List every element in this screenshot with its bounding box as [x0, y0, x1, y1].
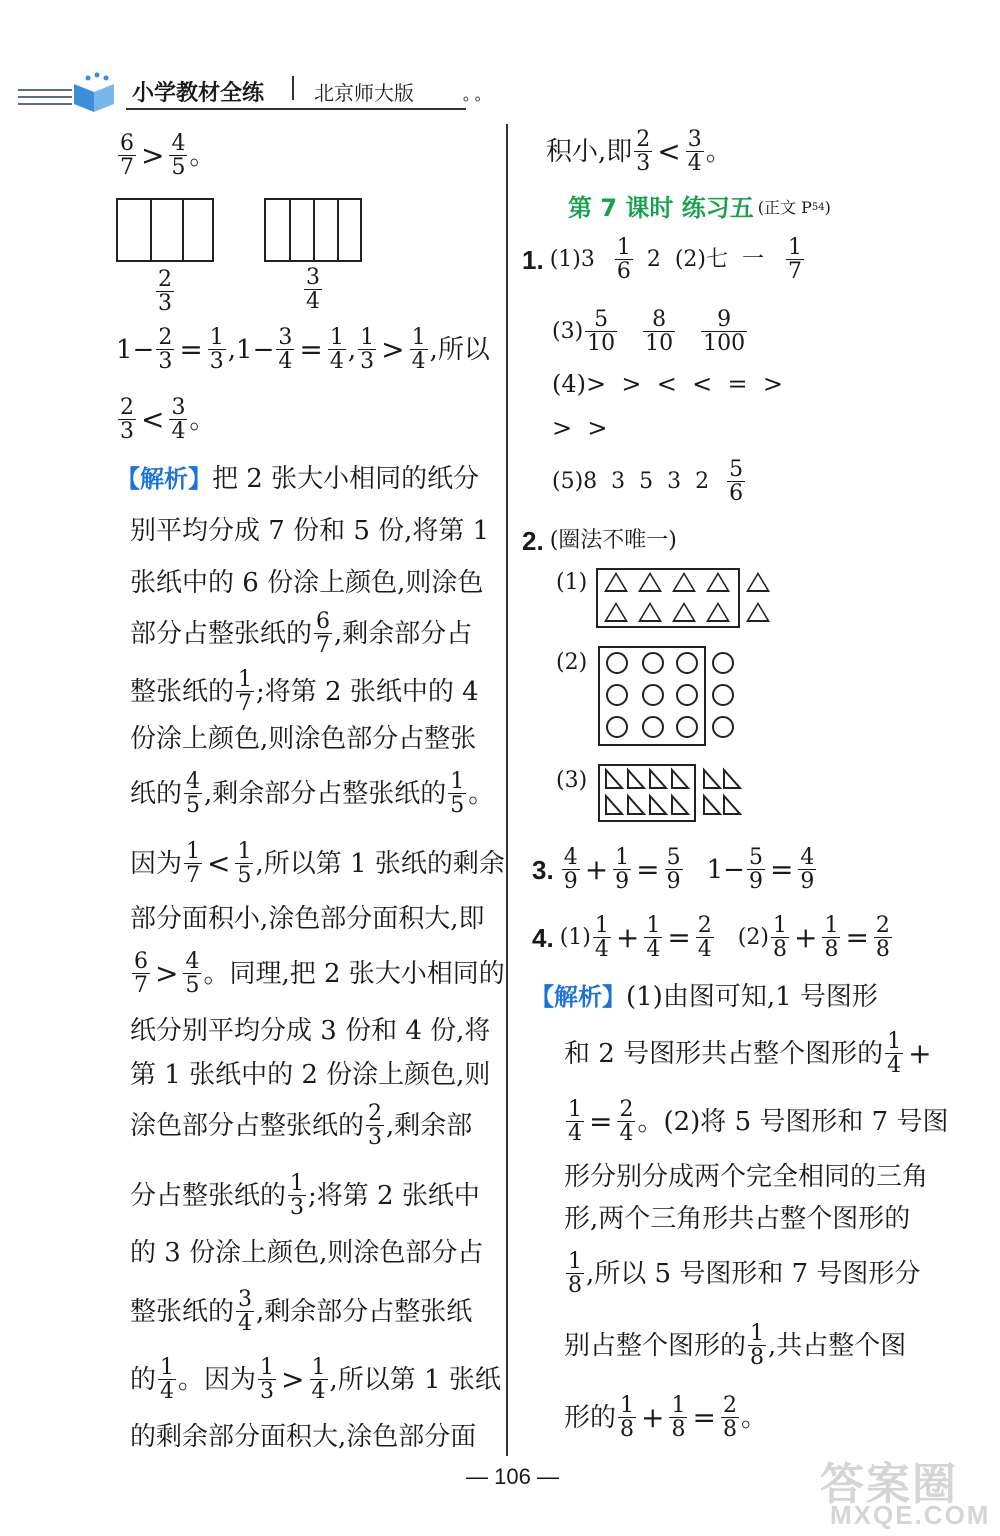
left-line-3: $\frac{2}{3}$ < $\frac{3}{4}$ 。	[120, 395, 216, 445]
left-text-line: 纸的 $\frac{4}{5}$ ,剩余部分占整张纸的 $\frac{1}{5}$ 。	[130, 769, 495, 819]
q2-label-3: (3)	[556, 768, 588, 793]
q2-label-1: (1)	[556, 570, 588, 595]
q1-3-line: (3) $\frac{5}{10}$ $\frac{8}{10}$ $\frac{9}{100}$	[552, 307, 746, 357]
right-text-line: 和 2 号图形共占整个图形的 $\frac{1}{4}$ +	[564, 1029, 932, 1079]
left-text-line: 整张纸的 $\frac{1}{7}$ ;将第 2 张纸中的 4	[130, 667, 479, 717]
header	[14, 70, 484, 114]
q1-4-line: (4)> > < < = >	[552, 370, 783, 398]
left-text-line: 份涂上颜色,则涂色部分占整张	[130, 724, 477, 754]
left-text-line: 纸分别平均分成 3 份和 4 份,将	[130, 1016, 491, 1046]
q1-4b-line: > >	[552, 414, 608, 442]
fraction: $\frac{6}{7}$	[120, 131, 134, 181]
analysis-label: 【解析】	[530, 983, 626, 1011]
q3-line: 3. $\frac{4}{9}$ + $\frac{1}{9}$ = $\frac{5}{9}$ 1− $\frac{5}{9}$ = $\frac{4}{9}$	[532, 845, 815, 895]
left-text-line: 部分面积小,涂色部分面积大,即	[130, 904, 485, 934]
left-text-line: $\frac{6}{7}$ > $\frac{4}{5}$ 。同理,把 2 张大小相同的	[134, 949, 505, 999]
left-text-line: 部分占整张纸的 $\frac{6}{7}$ ,剩余部分占	[130, 609, 473, 659]
left-text-line: 分占整张纸的 $\frac{1}{3}$ ;将第 2 张纸中	[130, 1171, 480, 1221]
right-analysis-line-1: 【解析】 (1)由图可知,1 号图形	[530, 982, 878, 1012]
left-text-line: 整张纸的 $\frac{3}{4}$ ,剩余部分占整张纸	[130, 1287, 473, 1337]
lesson-heading: 第 7 课时 练习五 (正文 P 54 )	[568, 194, 831, 222]
right-text-line: 形分别分成两个完全相同的三角	[564, 1162, 929, 1192]
paper-rect-thirds	[116, 198, 214, 262]
left-text-line: 涂色部分占整张纸的 $\frac{2}{3}$ ,剩余部	[130, 1101, 473, 1151]
right-text-line: 形的 $\frac{1}{8}$ + $\frac{1}{8}$ = $\frac{2}{8}$ 。	[564, 1393, 767, 1443]
header-edition: 北京师大版	[314, 81, 414, 105]
paper-rect-quarters	[264, 198, 362, 262]
q1-line: 1. (1)3 $\frac{1}{6}$ 2 (2)七 一 $\frac{1}{7}$	[522, 235, 802, 285]
left-text-line: 张纸中的 6 份涂上颜色,则涂色	[130, 568, 484, 598]
right-text-line: $\frac{1}{8}$ ,所以 5 号图形和 7 号图形分	[568, 1249, 921, 1299]
header-title: 小学教材全练	[132, 81, 265, 106]
left-line-2: 1− $\frac{2}{3}$ = $\frac{1}{3}$ ,1− $\frac{3}{4}$ = $\frac{1}{4}$ , $\frac{1}{3}$ > $\frac{1}{4}$ ,所以	[116, 325, 490, 375]
rect-label-2: $\frac{3}{4}$	[306, 265, 320, 315]
right-text-line: 别占整个图形的 $\frac{1}{8}$ ,共占整个图	[564, 1321, 907, 1371]
right-text-line: $\frac{1}{4}$ = $\frac{2}{4}$ 。(2)将 5 号图形和 7 号图	[568, 1097, 949, 1147]
header-underline	[126, 108, 466, 110]
fraction: $\frac{4}{5}$	[171, 131, 186, 181]
watermark	[820, 1448, 990, 1532]
watermark-url: MXQE.COM	[830, 1500, 991, 1530]
left-text-line: 的 3 份涂上颜色,则涂色部分占	[130, 1238, 484, 1268]
right-line-0: 积小,即 $\frac{2}{3}$ < $\frac{3}{4}$ 。	[546, 127, 732, 177]
left-line-1: $\frac{6}{7}$ > $\frac{4}{5}$ 。	[120, 131, 216, 181]
header-ornament-icon: ⚬⚬	[460, 92, 484, 108]
left-analysis-line-1: 【解析】 把 2 张大小相同的纸分	[116, 464, 480, 494]
left-text-line: 因为 $\frac{1}{7}$ < $\frac{1}{5}$ ,所以第 1 张纸的剩余	[130, 839, 505, 889]
watermark-text: 答案圈	[820, 1459, 958, 1510]
q2-line: 2. (圈法不唯一)	[522, 526, 677, 556]
analysis-label: 【解析】	[116, 465, 212, 493]
left-text-line: 的剩余部分面积大,涂色部分面	[130, 1422, 477, 1452]
header-divider	[292, 76, 294, 100]
left-text-line: 别平均分成 7 份和 5 份,将第 1	[130, 516, 490, 546]
rect-label-1: $\frac{2}{3}$	[158, 267, 172, 317]
q1-5-line: (5)8 3 5 3 2 $\frac{5}{6}$	[552, 457, 744, 507]
q2-label-2: (2)	[556, 650, 588, 675]
page-number: — 106 —	[466, 1464, 559, 1489]
right-triangle-group-3	[600, 764, 760, 824]
right-text-line: 形,两个三角形共占整个图形的	[564, 1204, 911, 1234]
left-text-line: 的 $\frac{1}{4}$ 。因为 $\frac{1}{3}$ > $\frac{1}{4}$ ,所以第 1 张纸	[130, 1355, 501, 1405]
left-text-line: 第 1 张纸中的 2 份涂上颜色,则	[130, 1060, 491, 1090]
q4-line: 4. (1) $\frac{1}{4}$ + $\frac{1}{4}$ = $\frac{2}{4}$ (2) $\frac{1}{8}$ + $\frac{1}{8}$ = $\frac{2}{8}$	[532, 913, 890, 963]
column-divider	[506, 124, 508, 1456]
book-logo-icon	[14, 70, 134, 114]
